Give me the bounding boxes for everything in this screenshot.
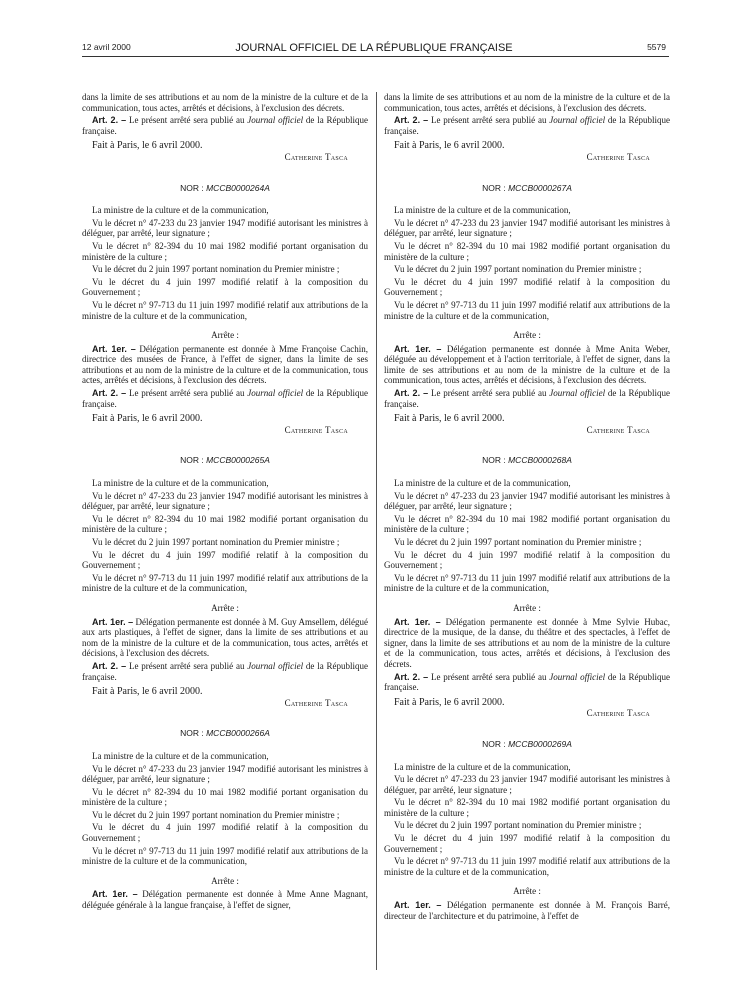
visa: Vu le décret n° 97-713 du 11 juin 1997 modifié relatif aux attributions de la ministre de la culture et de la communication, <box>384 572 670 594</box>
article-1: Art. 1er. – Délégation permanente est donnée à Mme Anne Magnant, déléguée générale à la langue française, à l'effet de signer, <box>82 889 368 911</box>
visa: Vu le décret n° 47-233 du 23 janvier 1947 modifié autorisant les ministres à déléguer, par arrêté, leur signature ; <box>82 217 368 239</box>
article-2: Art. 2. – Le présent arrêté sera publié au Journal officiel de la République française. <box>82 660 368 682</box>
page-date: 12 avril 2000 <box>82 42 131 52</box>
visa: Vu le décret du 2 juin 1997 portant nomination du Premier ministre ; <box>92 537 340 547</box>
visa: Vu le décret n° 97-713 du 11 juin 1997 modifié relatif aux attributions de la ministre de la culture et de la communication, <box>82 572 368 594</box>
nor-reference: NOR : MCCB0000264A <box>180 182 270 193</box>
arrete-heading: Arrête : <box>513 330 541 341</box>
nor-reference: NOR : MCCB0000265A <box>180 455 270 466</box>
nor-reference: NOR : MCCB0000268A <box>482 455 572 466</box>
arrete-heading: Arrête : <box>513 886 541 897</box>
nor-reference: NOR : MCCB0000267A <box>482 182 572 193</box>
visa: La ministre de la culture et de la communication, <box>394 205 571 216</box>
visa: Vu le décret du 2 juin 1997 portant nomination du Premier ministre ; <box>92 264 340 275</box>
fait-a-paris: Fait à Paris, le 6 avril 2000. <box>394 413 505 425</box>
article-1: Art. 1er. – Délégation permanente est donnée à Mme Sylvie Hubac, directrice de la musique, de la danse, du théâtre et des spectacles, à l'effet de signer, dans la limite de ses attributions et au nom de la ministre de la culture et de la communication, tous actes, arrêtés et décisions, à l'exclusion des décrets. <box>384 616 670 669</box>
visa: Vu le décret n° 82-394 du 10 mai 1982 modifié portant organisation du ministère de la culture ; <box>82 240 368 262</box>
signature: Catherine Tasca <box>284 697 348 708</box>
arrete-heading: Arrête : <box>211 875 239 886</box>
right-column <box>384 92 670 923</box>
signature: Catherine Tasca <box>586 424 650 435</box>
signature: Catherine Tasca <box>284 151 348 162</box>
header-rule <box>82 56 669 57</box>
visa: Vu le décret n° 97-713 du 11 juin 1997 modifié relatif aux attributions de la ministre de la culture et de la communication, <box>82 845 368 867</box>
visa: La ministre de la culture et de la communication, <box>394 761 571 772</box>
visa: Vu le décret n° 47-233 du 23 janvier 1947 modifié autorisant les ministres à déléguer, par arrêté, leur signature ; <box>82 490 368 512</box>
visa: Vu le décret n° 82-394 du 10 mai 1982 modifié portant organisation du ministère de la culture ; <box>384 240 670 262</box>
article-2: Art. 2. – Le présent arrêté sera publié au Journal officiel de la République française. <box>82 115 368 136</box>
visa: Vu le décret du 2 juin 1997 portant nomination du Premier ministre ; <box>394 537 642 547</box>
visa: Vu le décret du 4 juin 1997 modifié relatif à la composition du Gouvernement ; <box>384 549 670 571</box>
continued-text: dans la limite de ses attributions et au nom de la ministre de la culture et de la communication, tous actes, arrêtés et décisions, à l'exclusion des décrets. <box>82 92 368 113</box>
fait-a-paris: Fait à Paris, le 6 avril 2000. <box>92 686 203 698</box>
visa: Vu le décret du 4 juin 1997 modifié relatif à la composition du Gouvernement ; <box>82 549 368 571</box>
visa: Vu le décret n° 97-713 du 11 juin 1997 modifié relatif aux attributions de la ministre de la culture et de la communication, <box>384 856 670 877</box>
visa: Vu le décret n° 82-394 du 10 mai 1982 modifié portant organisation du ministère de la culture ; <box>384 797 670 818</box>
article-2: Art. 2. – Le présent arrêté sera publié au Journal officiel de la République française. <box>384 388 670 409</box>
arrete-heading: Arrête : <box>513 602 541 613</box>
arrete-heading: Arrête : <box>211 330 239 341</box>
nor-reference: NOR : MCCB0000269A <box>482 738 572 749</box>
visa: Vu le décret du 4 juin 1997 modifié relatif à la composition du Gouvernement ; <box>384 276 670 298</box>
visa: Vu le décret du 4 juin 1997 modifié relatif à la composition du Gouvernement ; <box>82 276 368 298</box>
fait-a-paris: Fait à Paris, le 6 avril 2000. <box>394 696 505 708</box>
visa: Vu le décret n° 97-713 du 11 juin 1997 modifié relatif aux attributions de la ministre de la culture et de la communication, <box>82 299 368 321</box>
visa: Vu le décret du 2 juin 1997 portant nomination du Premier ministre ; <box>92 809 340 820</box>
visa: Vu le décret n° 47-233 du 23 janvier 1947 modifié autorisant les ministres à déléguer, par arrêté, leur signature ; <box>384 490 670 512</box>
article-1: Art. 1er. – Délégation permanente est donnée à M. Guy Amsellem, délégué aux arts plastiques, à l'effet de signer, dans la limite de ses attributions et au nom de la ministre de la culture et de la communication, tous actes, arrêtés et décisions, à l'exclusion des décrets. <box>82 616 368 659</box>
visa: Vu le décret n° 47-233 du 23 janvier 1947 modifié autorisant les ministres à déléguer, par arrêté, leur signature ; <box>384 774 670 795</box>
arrete-heading: Arrête : <box>211 602 239 613</box>
visa: Vu le décret n° 82-394 du 10 mai 1982 modifié portant organisation du ministère de la culture ; <box>82 513 368 535</box>
visa: La ministre de la culture et de la communication, <box>92 478 269 489</box>
visa: Vu le décret n° 47-233 du 23 janvier 1947 modifié autorisant les ministres à déléguer, par arrêté, leur signature ; <box>384 217 670 239</box>
fait-a-paris: Fait à Paris, le 6 avril 2000. <box>92 413 203 425</box>
visa: Vu le décret n° 82-394 du 10 mai 1982 modifié portant organisation du ministère de la culture ; <box>82 786 368 808</box>
fait-a-paris: Fait à Paris, le 6 avril 2000. <box>394 140 505 152</box>
visa: Vu le décret du 4 juin 1997 modifié relatif à la composition du Gouvernement ; <box>82 822 368 844</box>
signature: Catherine Tasca <box>586 151 650 162</box>
fait-a-paris: Fait à Paris, le 6 avril 2000. <box>92 140 203 152</box>
left-column <box>82 92 368 913</box>
visa: Vu le décret du 2 juin 1997 portant nomination du Premier ministre ; <box>394 264 642 275</box>
article-1: Art. 1er. – Délégation permanente est donnée à Mme Anita Weber, déléguée au développement et à l'action territoriale, à l'effet de signer, dans la limite de ses attributions et au nom de la ministre de la culture et de la communication, tous actes, arrêtés et décisions, à l'exclusion des décrets. <box>384 343 670 386</box>
nor-reference: NOR : MCCB0000266A <box>180 728 270 739</box>
visa: Vu le décret n° 47-233 du 23 janvier 1947 modifié autorisant les ministres à déléguer, par arrêté, leur signature ; <box>82 763 368 785</box>
visa: Vu le décret n° 82-394 du 10 mai 1982 modifié portant organisation du ministère de la culture ; <box>384 513 670 535</box>
article-1: Art. 1er. – Délégation permanente est donnée à Mme Françoise Cachin, directrice des musées de France, à l'effet de signer, dans la limite de ses attributions et au nom de la ministre de la culture et de la communication, tous actes, arrêtés et décisions, à l'exclusion des décrets. <box>82 343 368 386</box>
signature: Catherine Tasca <box>284 424 348 435</box>
visa: Vu le décret du 4 juin 1997 modifié relatif à la composition du Gouvernement ; <box>384 833 670 854</box>
signature: Catherine Tasca <box>586 708 650 719</box>
article-2: Art. 2. – Le présent arrêté sera publié au Journal officiel de la République française. <box>384 115 670 136</box>
journal-title: JOURNAL OFFICIEL DE LA RÉPUBLIQUE FRANÇAISE <box>235 42 513 54</box>
visa: La ministre de la culture et de la communication, <box>394 478 571 489</box>
article-2: Art. 2. – Le présent arrêté sera publié au Journal officiel de la République française. <box>82 388 368 409</box>
visa: La ministre de la culture et de la communication, <box>92 205 269 216</box>
visa: Vu le décret du 2 juin 1997 portant nomination du Premier ministre ; <box>394 820 642 831</box>
visa: Vu le décret n° 97-713 du 11 juin 1997 modifié relatif aux attributions de la ministre de la culture et de la communication, <box>384 299 670 321</box>
continued-text: dans la limite de ses attributions et au nom de la ministre de la culture et de la communication, tous actes, arrêtés et décisions, à l'exclusion des décrets. <box>384 92 670 113</box>
article-1: Art. 1er. – Délégation permanente est donnée à M. François Barré, directeur de l'architecture et du patrimoine, à l'effet de <box>384 900 670 921</box>
page-number: 5579 <box>647 42 666 52</box>
article-2: Art. 2. – Le présent arrêté sera publié au Journal officiel de la République française. <box>384 671 670 693</box>
column-divider <box>376 92 377 970</box>
visa: La ministre de la culture et de la communication, <box>92 750 269 761</box>
